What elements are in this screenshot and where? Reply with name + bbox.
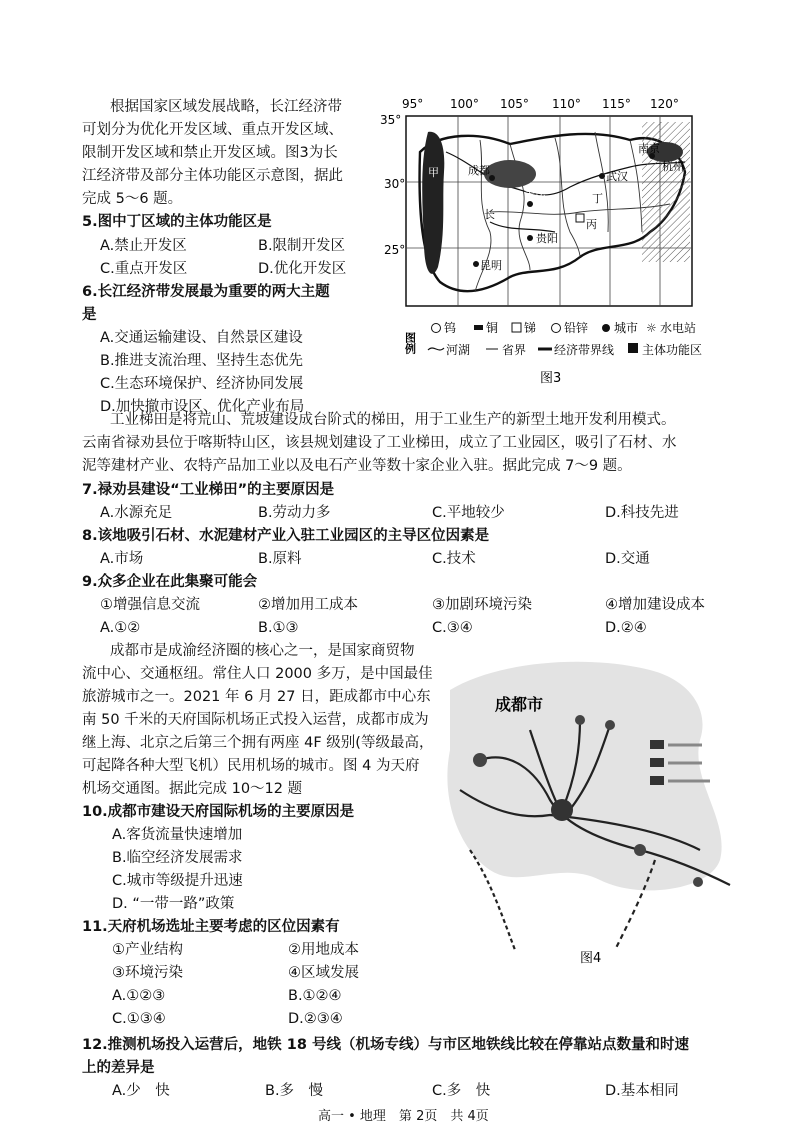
q7-option-d[interactable]: D.科技先进 bbox=[605, 505, 679, 521]
legend-copper: 铜 bbox=[486, 321, 499, 335]
q12-stem-2: 上的差异是 bbox=[82, 1060, 155, 1076]
q12-stem-1: 12.推测机场投入运营后，地铁 18 号线（机场专线）与市区地铁线比较在停靠站点数量和时速 bbox=[82, 1037, 689, 1053]
figure-4-caption: 图4 bbox=[580, 951, 602, 966]
q12-option-d[interactable]: D.基本相同 bbox=[605, 1083, 679, 1099]
city-dot-guiyang bbox=[527, 235, 533, 241]
label-ding: 丁 bbox=[592, 192, 603, 205]
city-area bbox=[447, 662, 721, 891]
legend-badge-1 bbox=[650, 740, 664, 749]
intro2-line-2: 云南省禄劝县位于喀斯特山区，该县规划建设了工业梯田，成立了工业园区，吸引了石材、水 bbox=[82, 435, 677, 451]
city-dot-kunming bbox=[473, 261, 479, 267]
lat-label-25: 25° bbox=[384, 243, 406, 257]
city-guiyang: 贵阳 bbox=[536, 232, 558, 245]
q5-option-a[interactable]: A.禁止开发区 bbox=[100, 238, 187, 254]
label-jia: 甲 bbox=[428, 166, 439, 179]
q9-option-c[interactable]: C.③④ bbox=[432, 620, 473, 636]
q7-stem: 7.禄劝县建设“工业梯田”的主要原因是 bbox=[82, 482, 335, 498]
sichuan-basin bbox=[484, 160, 536, 188]
intro3-line-6: 可起降各种大型飞机）民用机场的城市。图 4 为天府 bbox=[82, 758, 420, 774]
legend-province: 省界 bbox=[502, 343, 527, 357]
shiling-station-marker bbox=[605, 720, 615, 730]
legend-row-1 bbox=[432, 320, 697, 335]
q8-stem: 8.该地吸引石材、水泥建材产业入驻工业园区的主导区位因素是 bbox=[82, 528, 490, 544]
q6-option-a[interactable]: A.交通运输建设、自然景区建设 bbox=[100, 330, 303, 346]
intro1-line-3: 限制开发区域和禁止开发区域。图3为长 bbox=[82, 145, 338, 161]
intro3-line-7: 机场交通图。据此完成 10～12 题 bbox=[82, 781, 303, 797]
q7-option-a[interactable]: A.水源充足 bbox=[100, 505, 173, 521]
city-kunming: 昆明 bbox=[480, 259, 502, 272]
legend-tungsten: 钨 bbox=[444, 321, 457, 335]
q10-option-b[interactable]: B.临空经济发展需求 bbox=[112, 850, 243, 866]
q9-option-d[interactable]: D.②④ bbox=[605, 620, 647, 636]
intro1-line-5: 完成 5～6 题。 bbox=[82, 191, 183, 207]
map4-city-label: 成都市 bbox=[495, 695, 544, 714]
legend-river: 河湖 bbox=[446, 343, 471, 357]
q6-stem-1: 6.长江经济带发展最为重要的两大主题 bbox=[82, 284, 330, 300]
q11-stem: 11.天府机场选址主要考虑的区位因素有 bbox=[82, 919, 340, 935]
q6-option-d[interactable]: D.加快撤市设区、优化产业布局 bbox=[100, 399, 305, 415]
label-bing: 丙 bbox=[586, 218, 597, 231]
legend-title: 图例 bbox=[403, 332, 417, 354]
intro2-line-3: 泥等建材产业、农特产品加工业以及电石产业等数十家企业入驻。据此完成 7～9 题。 bbox=[82, 458, 632, 474]
legend-hydropower-icon: ☼ bbox=[646, 321, 657, 335]
shuangliu-airport-marker bbox=[473, 753, 487, 767]
lon-label-105: 105° bbox=[500, 97, 529, 111]
page-footer: 高一 • 地理 第 2页 共 4页 bbox=[318, 1109, 489, 1124]
intro3-line-1: 成都市是成渝经济圈的核心之一，是国家商贸物 bbox=[110, 643, 415, 659]
figure-3 bbox=[380, 92, 720, 392]
q8-option-c[interactable]: C.技术 bbox=[432, 551, 476, 567]
q10-option-c[interactable]: C.城市等级提升迅速 bbox=[112, 873, 243, 889]
lon-label-100: 100° bbox=[450, 97, 479, 111]
q11-option-c[interactable]: C.①③④ bbox=[112, 1011, 166, 1027]
q8-option-a[interactable]: A.市场 bbox=[100, 551, 144, 567]
legend-badge-2 bbox=[650, 758, 664, 767]
intro3-line-2: 流中心、交通枢纽。常住人口 2000 多万，是中国最佳 bbox=[82, 666, 433, 682]
legend-hydropower: 水电站 bbox=[660, 321, 697, 335]
q9-option-b[interactable]: B.①③ bbox=[258, 620, 299, 636]
chengdu-east-station-marker bbox=[575, 715, 585, 725]
q10-stem: 10.成都市建设天府国际机场的主要原因是 bbox=[82, 804, 355, 820]
q12-option-a[interactable]: A.少 快 bbox=[112, 1083, 170, 1099]
city-chongqing: 重庆 bbox=[524, 190, 546, 203]
q7-option-b[interactable]: B.劳动力多 bbox=[258, 505, 331, 521]
legend-zone-icon bbox=[628, 343, 638, 353]
q11-item-3: ③环境污染 bbox=[112, 965, 183, 981]
q5-option-c[interactable]: C.重点开发区 bbox=[100, 261, 188, 277]
ziyang-station-marker bbox=[693, 877, 703, 887]
q11-option-a[interactable]: A.①②③ bbox=[112, 988, 166, 1004]
lon-label-95: 95° bbox=[402, 97, 424, 111]
intro1-line-4: 江经济带及部分主体功能区示意图，据此 bbox=[82, 168, 343, 184]
intro3-line-4: 南 50 千米的天府国际机场正式投入运营，成都市成为 bbox=[82, 712, 429, 728]
new-airport-station-marker bbox=[634, 844, 646, 856]
q6-option-c[interactable]: C.生态环境保护、经济协同发展 bbox=[100, 376, 304, 392]
city-wuhan: 武汉 bbox=[606, 170, 628, 183]
intro2-line-1: 工业梯田是将荒山、荒坡建设成台阶式的梯田，用于工业生产的新型土地开发利用模式。 bbox=[110, 412, 676, 428]
q11-item-4: ④区域发展 bbox=[288, 965, 359, 981]
legend-badge-3 bbox=[650, 776, 664, 785]
q6-option-b[interactable]: B.推进支流治理、坚持生态优先 bbox=[100, 353, 304, 369]
legend-row-2 bbox=[428, 342, 702, 357]
intro3-line-5: 继上海、北京之后第三个拥有两座 4F 级别(等级最高， bbox=[82, 735, 434, 751]
city-chengdu: 成都 bbox=[468, 164, 490, 177]
q9-item-1: ①增强信息交流 bbox=[100, 597, 200, 613]
legend-antimony: 锑 bbox=[524, 321, 537, 335]
city-hangzhou: 杭州 bbox=[662, 160, 684, 173]
q9-item-3: ③加剧环境污染 bbox=[432, 597, 532, 613]
q9-item-4: ④增加建设成本 bbox=[605, 597, 705, 613]
legend-tungsten-icon bbox=[432, 324, 441, 333]
legend-city-icon bbox=[602, 324, 610, 332]
lat-label-35: 35° bbox=[380, 113, 402, 127]
intro3-line-3: 旅游城市之一。2021 年 6 月 27 日，距成都市中心东 bbox=[82, 689, 431, 705]
q9-stem: 9.众多企业在此集聚可能会 bbox=[82, 574, 258, 590]
figure-3-map bbox=[380, 92, 720, 392]
q9-item-2: ②增加用工成本 bbox=[258, 597, 358, 613]
q5-option-d[interactable]: D.优化开发区 bbox=[258, 261, 347, 277]
q5-option-b[interactable]: B.限制开发区 bbox=[258, 238, 346, 254]
q11-option-d[interactable]: D.②③④ bbox=[288, 1011, 343, 1027]
lat-label-30: 30° bbox=[384, 177, 406, 191]
legend-zone: 主体功能区 bbox=[642, 343, 703, 357]
legend-antimony-icon bbox=[512, 323, 521, 332]
legend-leadzinc: 铅锌 bbox=[564, 321, 589, 335]
intro1-line-2: 可划分为优化开发区域、重点开发区域、 bbox=[82, 122, 343, 138]
city-nanjing: 南京 bbox=[638, 142, 660, 155]
figure-4-map bbox=[440, 650, 740, 980]
lon-label-115: 115° bbox=[602, 97, 631, 111]
legend-city: 城市 bbox=[614, 321, 639, 335]
legend-leadzinc-icon bbox=[552, 324, 561, 333]
figure-3-caption: 图3 bbox=[540, 371, 562, 386]
figure-4 bbox=[440, 650, 740, 980]
q8-option-b[interactable]: B.原料 bbox=[258, 551, 302, 567]
intro1-line-1: 根据国家区域发展战略，长江经济带 bbox=[110, 99, 342, 115]
legend-copper-icon bbox=[474, 325, 483, 330]
legend-river-icon bbox=[428, 348, 444, 350]
q12-option-b[interactable]: B.多 慢 bbox=[265, 1083, 324, 1099]
q11-item-1: ①产业结构 bbox=[112, 942, 183, 958]
city-dot-wuhan bbox=[599, 173, 605, 179]
q7-option-c[interactable]: C.平地较少 bbox=[432, 505, 505, 521]
lon-label-120: 120° bbox=[650, 97, 679, 111]
q5-stem: 5.图中丁区域的主体功能区是 bbox=[82, 214, 272, 230]
q12-option-c[interactable]: C.多 快 bbox=[432, 1083, 491, 1099]
q10-option-a[interactable]: A.客货流量快速增加 bbox=[112, 827, 243, 843]
lon-label-110: 110° bbox=[552, 97, 581, 111]
q11-option-b[interactable]: B.①②④ bbox=[288, 988, 342, 1004]
q9-option-a[interactable]: A.①② bbox=[100, 620, 141, 636]
legend-belt: 经济带界线 bbox=[554, 343, 615, 357]
tianfu-airport-marker bbox=[551, 799, 573, 821]
q6-stem-2: 是 bbox=[82, 307, 97, 323]
q8-option-d[interactable]: D.交通 bbox=[605, 551, 650, 567]
q10-option-d[interactable]: D. “一带一路”政策 bbox=[112, 896, 235, 912]
label-chang: 长 bbox=[484, 208, 495, 221]
q11-item-2: ②用地成本 bbox=[288, 942, 359, 958]
